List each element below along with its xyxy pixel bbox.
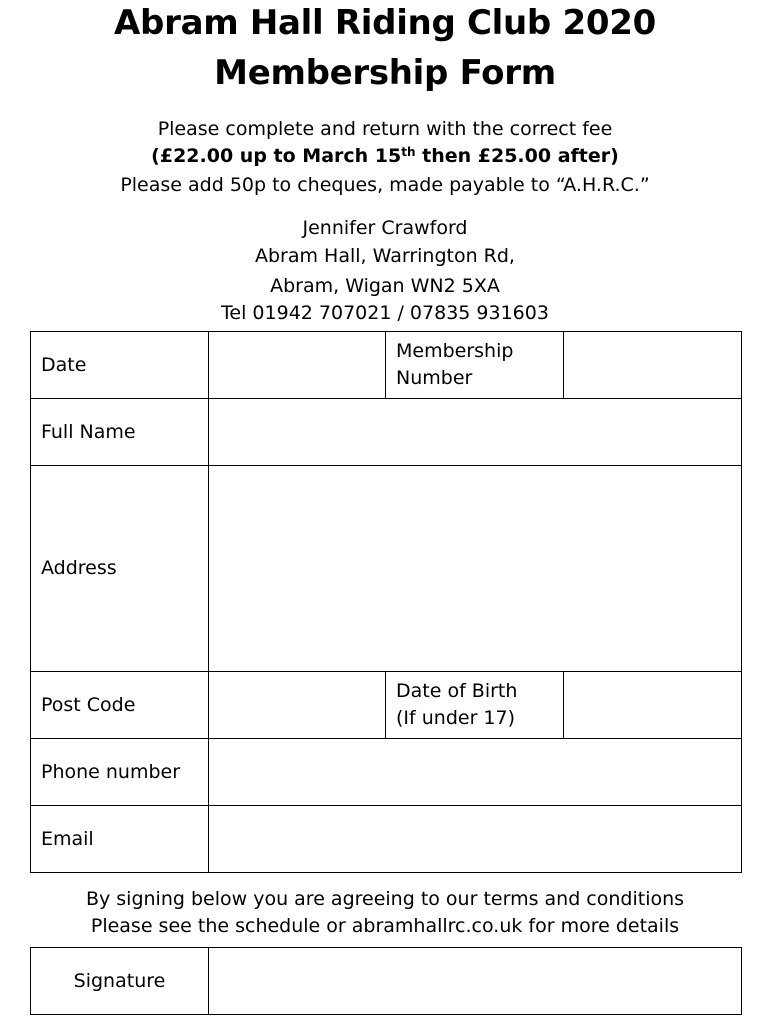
membership-number-label (386, 332, 564, 399)
email-label: Email (31, 806, 209, 873)
fee-superscript: th (401, 145, 416, 159)
contact-address2: Abram, Wigan WN2 5XA (270, 275, 500, 297)
fee-line (0, 144, 770, 168)
signature-field[interactable] (209, 948, 742, 1015)
dob-label-line2: (If under 17) (396, 707, 516, 729)
fee-suffix: then £25.00 after) (415, 145, 619, 167)
phone-label: Phone number (31, 739, 209, 806)
terms-line1: By signing below you are agreeing to our terms and conditions (85, 888, 685, 910)
post-code-field[interactable] (209, 672, 386, 739)
form-title-line2: Membership Form (214, 53, 556, 93)
date-field[interactable] (209, 332, 386, 399)
instruction-line1: Please complete and return with the correct fee (157, 118, 613, 140)
form-row-post-code (31, 672, 742, 739)
membership-label-line2: Number (396, 367, 473, 389)
date-label: Date (31, 332, 209, 399)
phone-field[interactable] (209, 739, 742, 806)
signature-table (30, 947, 742, 1015)
contact-telephone: Tel 01942 707021 / 07835 931603 (221, 302, 549, 324)
address-label: Address (31, 466, 209, 672)
terms-line2: Please see the schedule or abramhallrc.co.uk for more details (90, 915, 680, 937)
date-of-birth-label (386, 672, 564, 739)
contact-address1: Abram Hall, Warrington Rd, (255, 245, 515, 267)
signature-label: Signature (31, 948, 209, 1015)
fee-prefix: (£22.00 up to March 15 (151, 145, 402, 167)
membership-number-field[interactable] (564, 332, 742, 399)
form-row-phone (31, 739, 742, 806)
form-row-address (31, 466, 742, 672)
instruction-line3: Please add 50p to cheques, made payable to “A.H.R.C.” (120, 174, 650, 196)
email-field[interactable] (209, 806, 742, 873)
dob-label-line1: Date of Birth (396, 680, 518, 702)
date-of-birth-field[interactable] (564, 672, 742, 739)
membership-label-line1: Membership (396, 340, 514, 362)
full-name-label: Full Name (31, 399, 209, 466)
form-row-email (31, 806, 742, 873)
full-name-field[interactable] (209, 399, 742, 466)
contact-name: Jennifer Crawford (302, 217, 468, 239)
membership-form-table (30, 331, 742, 873)
form-title-line1: Abram Hall Riding Club 2020 (114, 3, 656, 43)
form-row-full-name (31, 399, 742, 466)
address-field[interactable] (209, 466, 742, 672)
form-row-date (31, 332, 742, 399)
post-code-label: Post Code (31, 672, 209, 739)
signature-row (31, 948, 742, 1015)
